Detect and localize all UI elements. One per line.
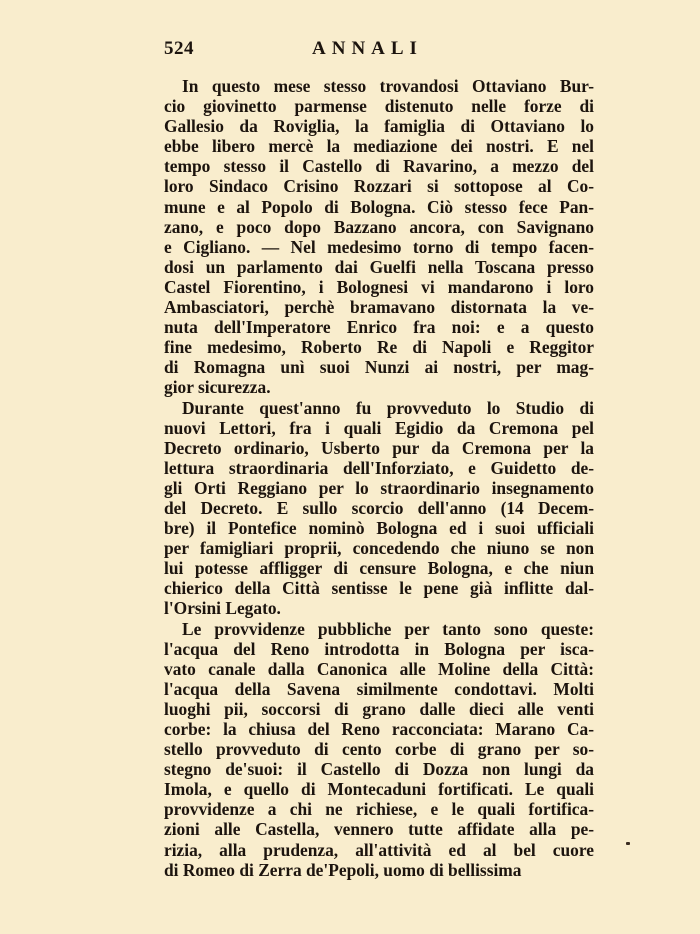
paragraph	[164, 398, 594, 619]
text-line: Gallesio da Roviglia, la famiglia di Ottaviano lo	[164, 116, 594, 137]
text-line: l'acqua del Reno introdotta in Bologna per isca-	[164, 638, 594, 659]
text-line: stegno de'suoi: il Castello di Dozza non lungi da	[164, 759, 594, 780]
text-line: fine medesimo, Roberto Re di Napoli e Reggitor	[164, 337, 594, 358]
text-line: luoghi pii, soccorsi di grano dalle dieci alle venti	[164, 698, 594, 719]
text-line: Imola, e quello di Montecaduni fortificati. Le quali	[164, 779, 594, 800]
text-line: di Romagna unì suoi Nunzi ai nostri, per mag-	[164, 357, 594, 378]
text-line: del Decreto. E sullo scorcio dell'anno (14 Decem-	[164, 497, 594, 518]
text-line: per famigliari proprii, concedendo che niuno se non	[164, 538, 594, 559]
text-line: Ambasciatori, perchè bramavano distornata la ve-	[164, 297, 594, 318]
text-line: l'Orsini Legato.	[164, 598, 281, 619]
text-line: Decreto ordinario, Usberto pur da Cremona per la	[164, 437, 594, 458]
text-line: vato canale dalla Canonica alle Moline della Città:	[164, 658, 594, 679]
page-number: 524	[164, 38, 194, 59]
text-line: cio giovinetto parmense distenuto nelle forze di	[164, 96, 594, 117]
text-line: dosi un parlamento dai Guelfi nella Toscana presso	[164, 256, 594, 277]
text-line: gli Orti Reggiano per lo straordinario insegnamento	[164, 477, 594, 498]
page-header	[164, 38, 594, 64]
text-line: provvidenze a chi ne richiese, e le quali fortifica-	[164, 799, 594, 820]
text-line: lui potesse affligger di censure Bologna, e che niun	[164, 558, 594, 579]
text-line: nuta dell'Imperatore Enrico fra noi: e a questo	[164, 317, 594, 338]
text-line: l'acqua della Savena similmente condottavi. Molti	[164, 678, 594, 699]
text-line: loro Sindaco Crisino Rozzari si sottopose al Co-	[164, 176, 594, 197]
running-title: ANNALI	[312, 38, 423, 59]
text-line: bre) il Pontefice nominò Bologna ed i suoi ufficiali	[164, 518, 594, 539]
text-line: zano, e poco dopo Bazzano ancora, con Savignano	[164, 216, 594, 237]
text-line: stello provveduto di cento corbe di grano per so-	[164, 739, 594, 760]
text-line: mune e al Popolo di Bologna. Ciò stesso fece Pan-	[164, 196, 594, 217]
text-line: In questo mese stesso trovandosi Ottaviano Bur-	[182, 76, 594, 96]
paragraph	[164, 76, 594, 398]
text-line: di Romeo di Zerra de'Pepoli, uomo di bellissima	[164, 859, 522, 880]
text-line: nuovi Lettori, fra i quali Egidio da Cremona pel	[164, 417, 594, 438]
text-line: e Cigliano. — Nel medesimo torno di tempo facen-	[164, 236, 594, 257]
print-speck	[626, 842, 630, 845]
text-line: zioni alle Castella, vennero tutte affidate alla pe-	[164, 819, 594, 840]
paragraph	[164, 619, 594, 880]
text-line: chierico della Città sentisse le pene già inflitte dal-	[164, 578, 594, 599]
text-line: lettura straordinaria dell'Inforziato, e Guidetto de-	[164, 457, 594, 478]
text-line: Le provvidenze pubbliche per tanto sono queste:	[182, 618, 594, 639]
body-text	[164, 76, 594, 880]
text-line: Castel Fiorentino, i Bolognesi vi mandarono i loro	[164, 276, 594, 297]
text-line: Durante quest'anno fu provveduto lo Studio di	[182, 397, 594, 418]
text-line: rizia, alla prudenza, all'attività ed al bel cuore	[164, 839, 594, 860]
text-line: gior sicurezza.	[164, 377, 271, 398]
text-line: corbe: la chiusa del Reno racconciata: Marano Ca-	[164, 719, 594, 739]
text-line: tempo stesso il Castello di Ravarino, a mezzo del	[164, 156, 594, 177]
text-line: ebbe libero mercè la mediazione dei nostri. E nel	[164, 136, 594, 157]
